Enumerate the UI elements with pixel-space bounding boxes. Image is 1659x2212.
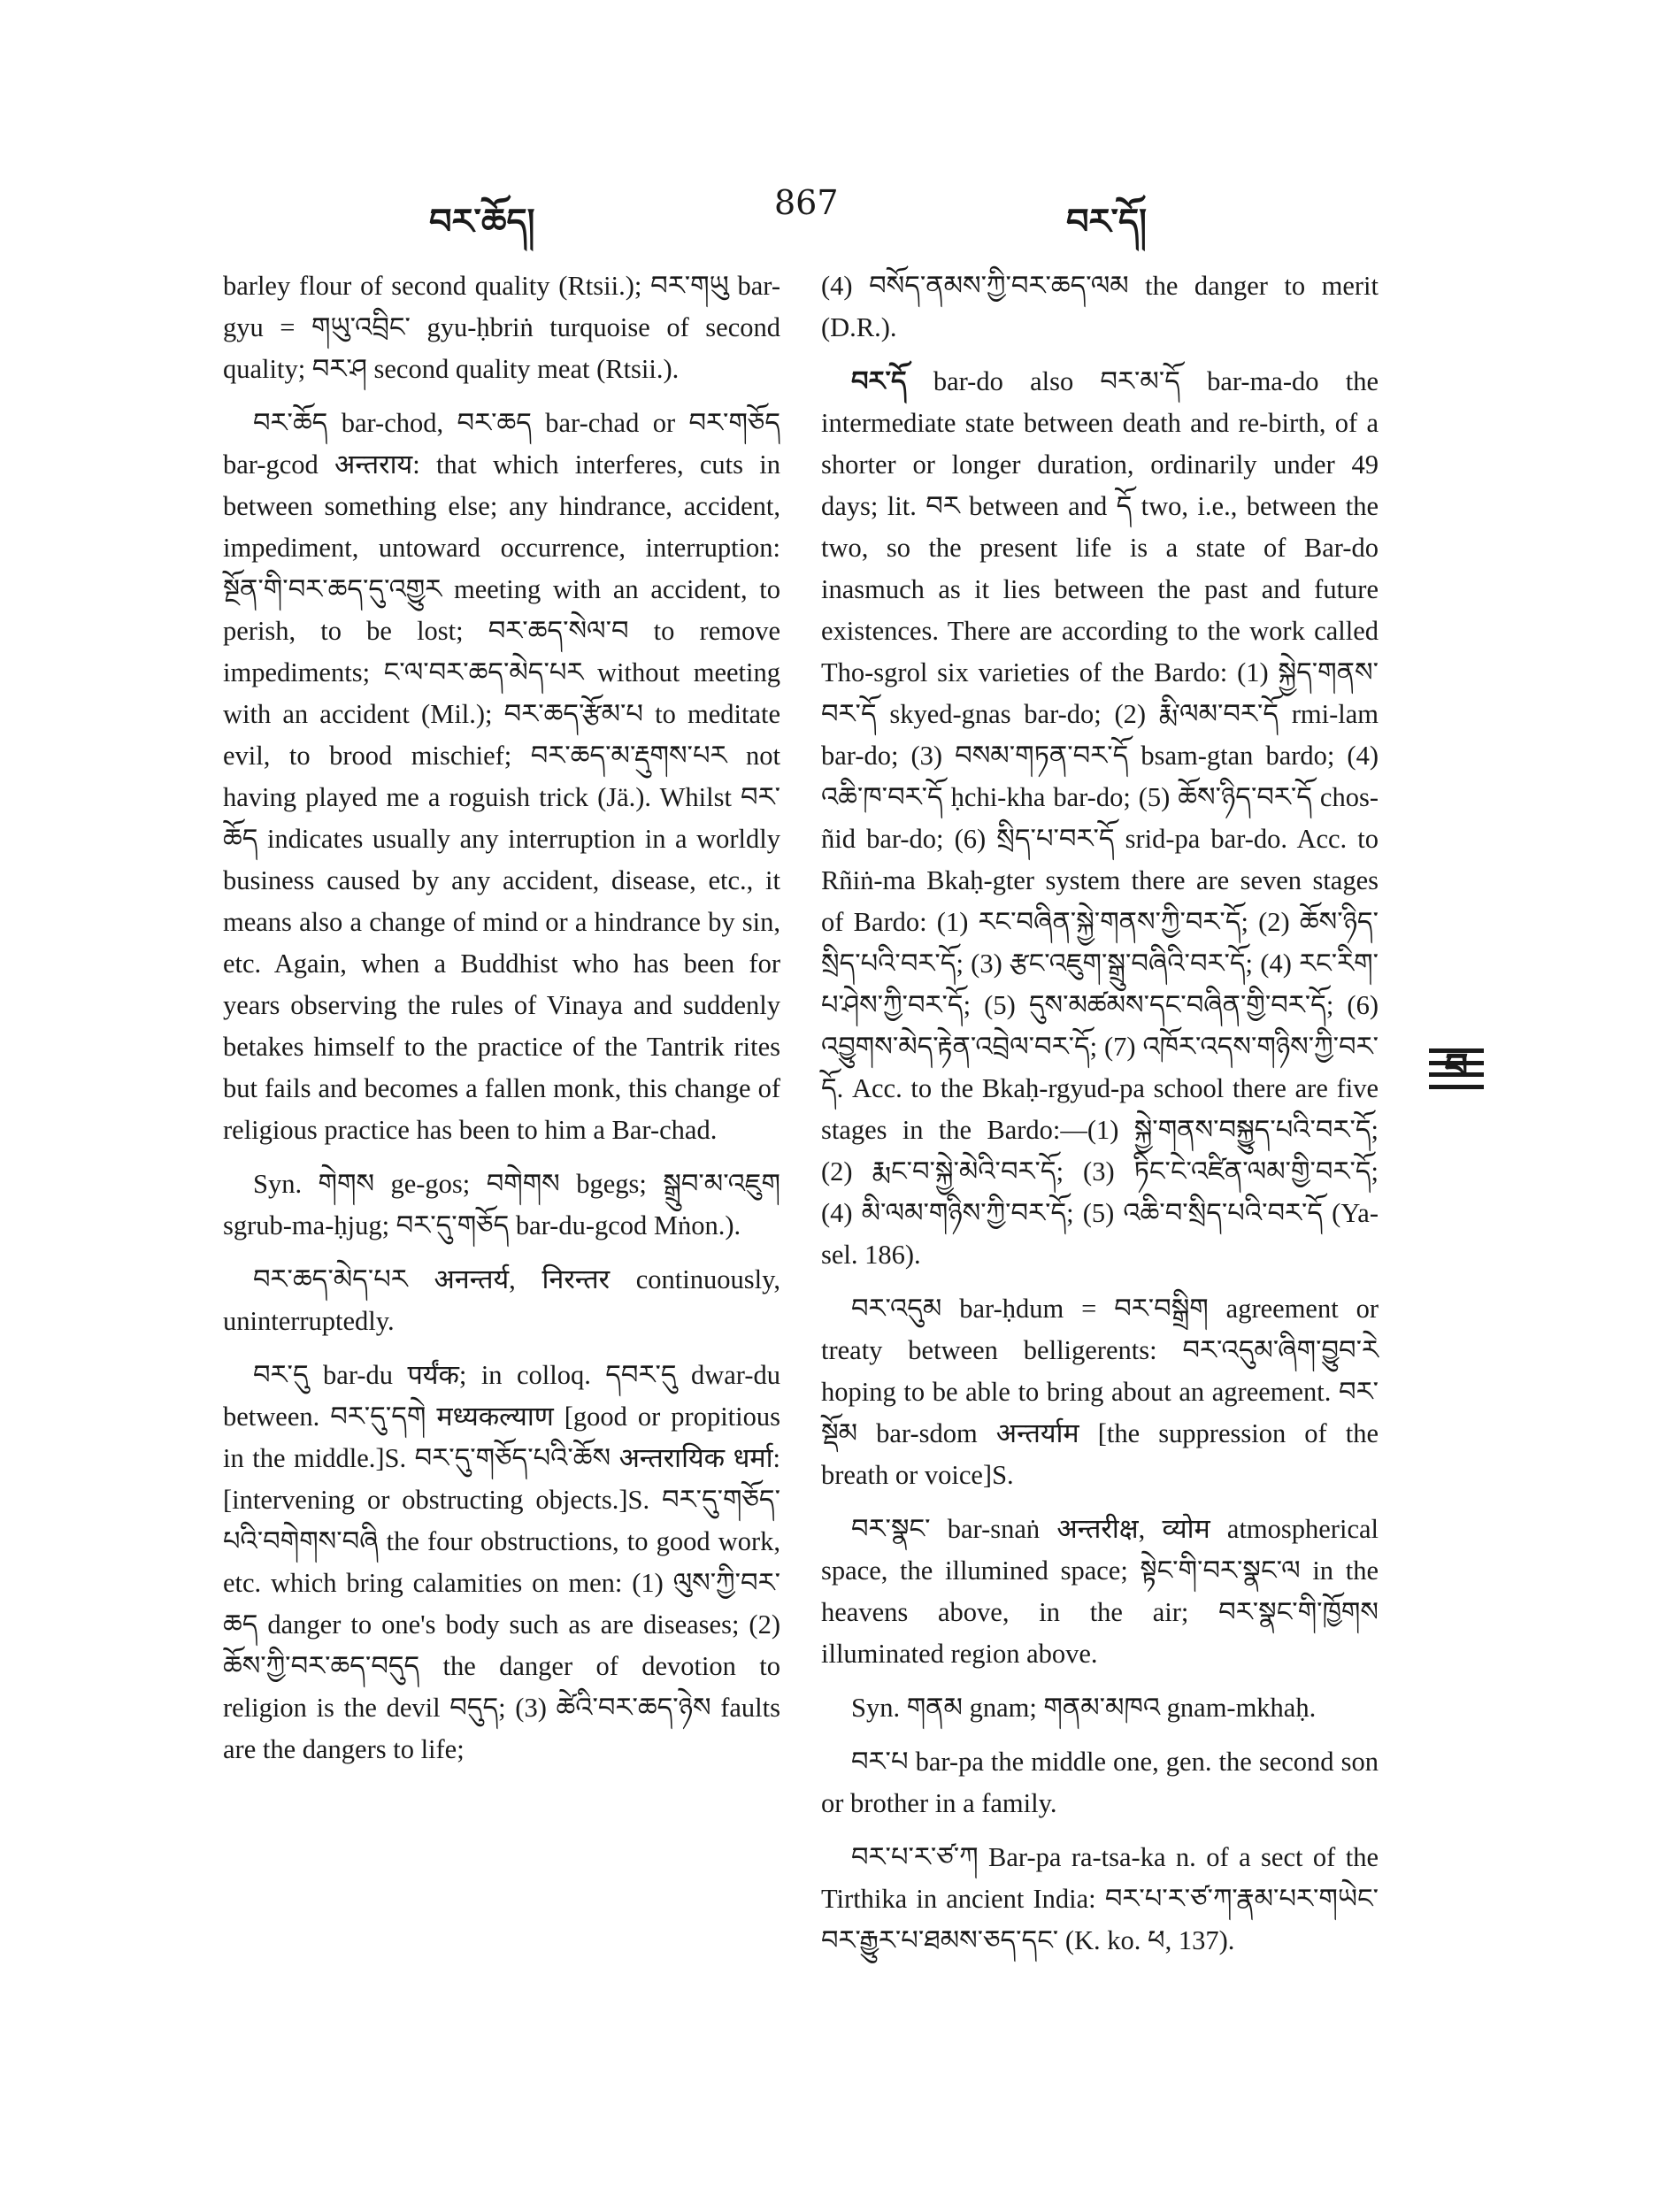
left-running-headword: བར་ཆོད།: [429, 201, 535, 242]
page-number: 867: [774, 183, 839, 222]
entry-synonyms: Syn. གནམ gnam; གནམ་མཁའ gnam-mkhaḥ.: [851, 1693, 1317, 1723]
right-column: [821, 265, 1379, 1974]
entry-paragraph: (4) བསོད་ནམས་ཀྱི་བར་ཆད་ལམ the danger to merit (D.R.).: [821, 271, 1379, 342]
page-header: [217, 181, 1394, 242]
entry-bar-chad-med-par: བར་ཆད་མེད་པར अनन्तर्य, निरन्तर continuously, uninterruptedly.: [223, 1264, 780, 1336]
left-column: [223, 265, 780, 1783]
entry-bar-snang: བར་སྣང་ bar-snaṅ अन्तरीक्ष, व्योम atmospherical space, the illumined space; སྟེང་གི་བར་སྣང་ལ in the heavens above, in the air; བར་སྣང་གི་ཁྱོགས illuminated region above.: [821, 1514, 1379, 1669]
thumb-index-letter: བ: [1444, 1045, 1469, 1088]
thumb-index-tab: [1429, 1045, 1484, 1089]
right-running-headword: བར་དོ།: [1066, 201, 1147, 242]
entry-bar-pa: བར་པ bar-pa the middle one, gen. the second son or brother in a family.: [821, 1747, 1379, 1818]
entry-bar-do: [821, 361, 1379, 1276]
entry-bar-do-text: bar-do also བར་མ་དོ bar-ma-do the intermediate state between death and re-birth, of a shorter or longer duration, ordinarily under 49 days; lit. བར between and དོ two, i.e., between the two, so the present life is a state of Bar-do inasmuch as it lies between the past and future existences. There are according to the work called Tho-sgrol six varieties of the Bardo: (1) སྐྱེད་གནས་བར་དོ skyed-gnas bar-do; (2) རྨི་ལམ་བར་དོ rmi-lam bar-do; (3) བསམ་གཏན་བར་དོ bsam-gtan bardo; (4) འཆི་ཁ་བར་དོ ḥchi-kha bar-do; (5) ཆོས་ཉིད་བར་དོ chos-ñid bar-do; (6) སྲིད་པ་བར་དོ srid-pa bar-do. Acc. to Rñiṅ-ma Bkaḥ-gter system there are seven stages of Bardo: (1) རང་བཞིན་སྐྱེ་གནས་ཀྱི་བར་དོ; (2) ཆོས་ཉིད་སྲིད་པའི་བར་དོ; (3) རྩང་འཇུག་སྒྲུ་བཞིའི་བར་དོ; (4) རང་རིག་པ་ཤེས་ཀྱི་བར་དོ; (5) དུས་མཚམས་དང་བཞིན་གྱི་བར་དོ; (6) འབྱུགས་མེད་རྟེན་འབྲེལ་བར་དོ; (7) འཁོར་འདས་གཉིས་ཀྱི་བར་དོ. Acc. to the Bkaḥ-rgyud-pa school there are five stages in the Bardo:—(1) སྐྱེ་གནས་བསྐྱུད་པའི་བར་དོ; (2) རྨང་བ་སྐྱེ་མེའི་བར་དོ; (3) ཏིང་ངེ་འཛིན་ལམ་གྱི་བར་དོ; (4) མི་ལམ་གཉིས་ཀྱི་བར་དོ; (5) འཆི་བ་སྲིད་པའི་བར་དོ (Ya-sel. 186).: [821, 366, 1379, 1270]
entry-bar-chod: བར་ཆོད bar-chod, བར་ཆད bar-chad or བར་གཅོད bar-gcod अन्तराय: that which interferes, cuts in between something else; any hindrance, accident, impediment, untoward occurrence, interruption: སྔོན་གི་བར་ཆད་དུ་འགྱུར meeting with an accident, to perish, to be lost; བར་ཆད་སེལ་བ to remove impediments; ང་ལ་བར་ཆད་མེད་པར without meeting with an accident (Mil.); བར་ཆད་རྩོམ་པ to meditate evil, to brood mischief; བར་ཆད་མ་རྡུགས་པར not having played me a roguish trick (Jä.). Whilst བར་ཆོད indicates usually any interruption in a worldly business caused by any accident, disease, etc., it means also a change of mind or a hindrance by sin, etc. Again, when a Buddhist who has been for years observing the rules of Vinaya and suddenly betakes himself to the practice of the Tantrik rites but fails and becomes a fallen monk, this change of religious practice has been to him a Bar-chad.: [223, 408, 780, 1145]
entry-synonyms: Syn. གེགས ge-gos; བགེགས bgegs; སྒྲུབ་མ་འཇུག sgrub-ma-ḥjug; བར་དུ་གཅོད bar-du-gcod Mṅon.).: [223, 1169, 780, 1240]
entry-bar-du: བར་དུ bar-du पर्यंक; in colloq. དབར་དུ dwar-du between. བར་དུ་དགེ मध्यकल्याण [good or propitious in the middle.]S. བར་དུ་གཅོད་པའི་ཆོས अन्तरायिक धर्मा: [intervening or obstructing objects.]S. བར་དུ་གཅོད་པའི་བགེགས་བཞི the four obstructions, to good work, etc. which bring calamities on men: (1) ལུས་ཀྱི་བར་ཆད danger to one's body such as are diseases; (2) ཆོས་ཀྱི་བར་ཆད་བདུད the danger of devotion to religion is the devil བདུད; (3) ཚེའི་བར་ཆད་ཉེས faults are the dangers to life;: [223, 1360, 780, 1764]
headword-bar-do: བར་དོ: [851, 366, 907, 396]
entry-paragraph: barley flour of second quality (Rtsii.); བར་གཡུ bar-gyu = གཡུ་འབྲིང་ gyu-ḥbriṅ turquoise of second quality; བར་ཤ second quality meat (Rtsii.).: [223, 271, 780, 384]
entry-bar-hdum: བར་འདུམ bar-ḥdum = བར་བསྒྲིག agreement or treaty between belligerents: བར་འདུམ་ཞིག་བྱུབ་རེ hoping to be able to bring about an agreement. བར་སྡོམ bar-sdom अन्तर्याम [the suppression of the breath or voice]S.: [821, 1294, 1379, 1490]
entry-bar-pa-ra-tsa-ka: བར་པ་ར་ཙ་ཀ Bar-pa ra-tsa-ka n. of a sect of the Tirthika in ancient India: བར་པ་ར་ཙ་ཀ་རྣམ་པར་གཡེང་བར་རྒྱུར་པ་ཐམས་ཅད་དང་ (K. ko. ཕ, 137).: [821, 1842, 1379, 1955]
